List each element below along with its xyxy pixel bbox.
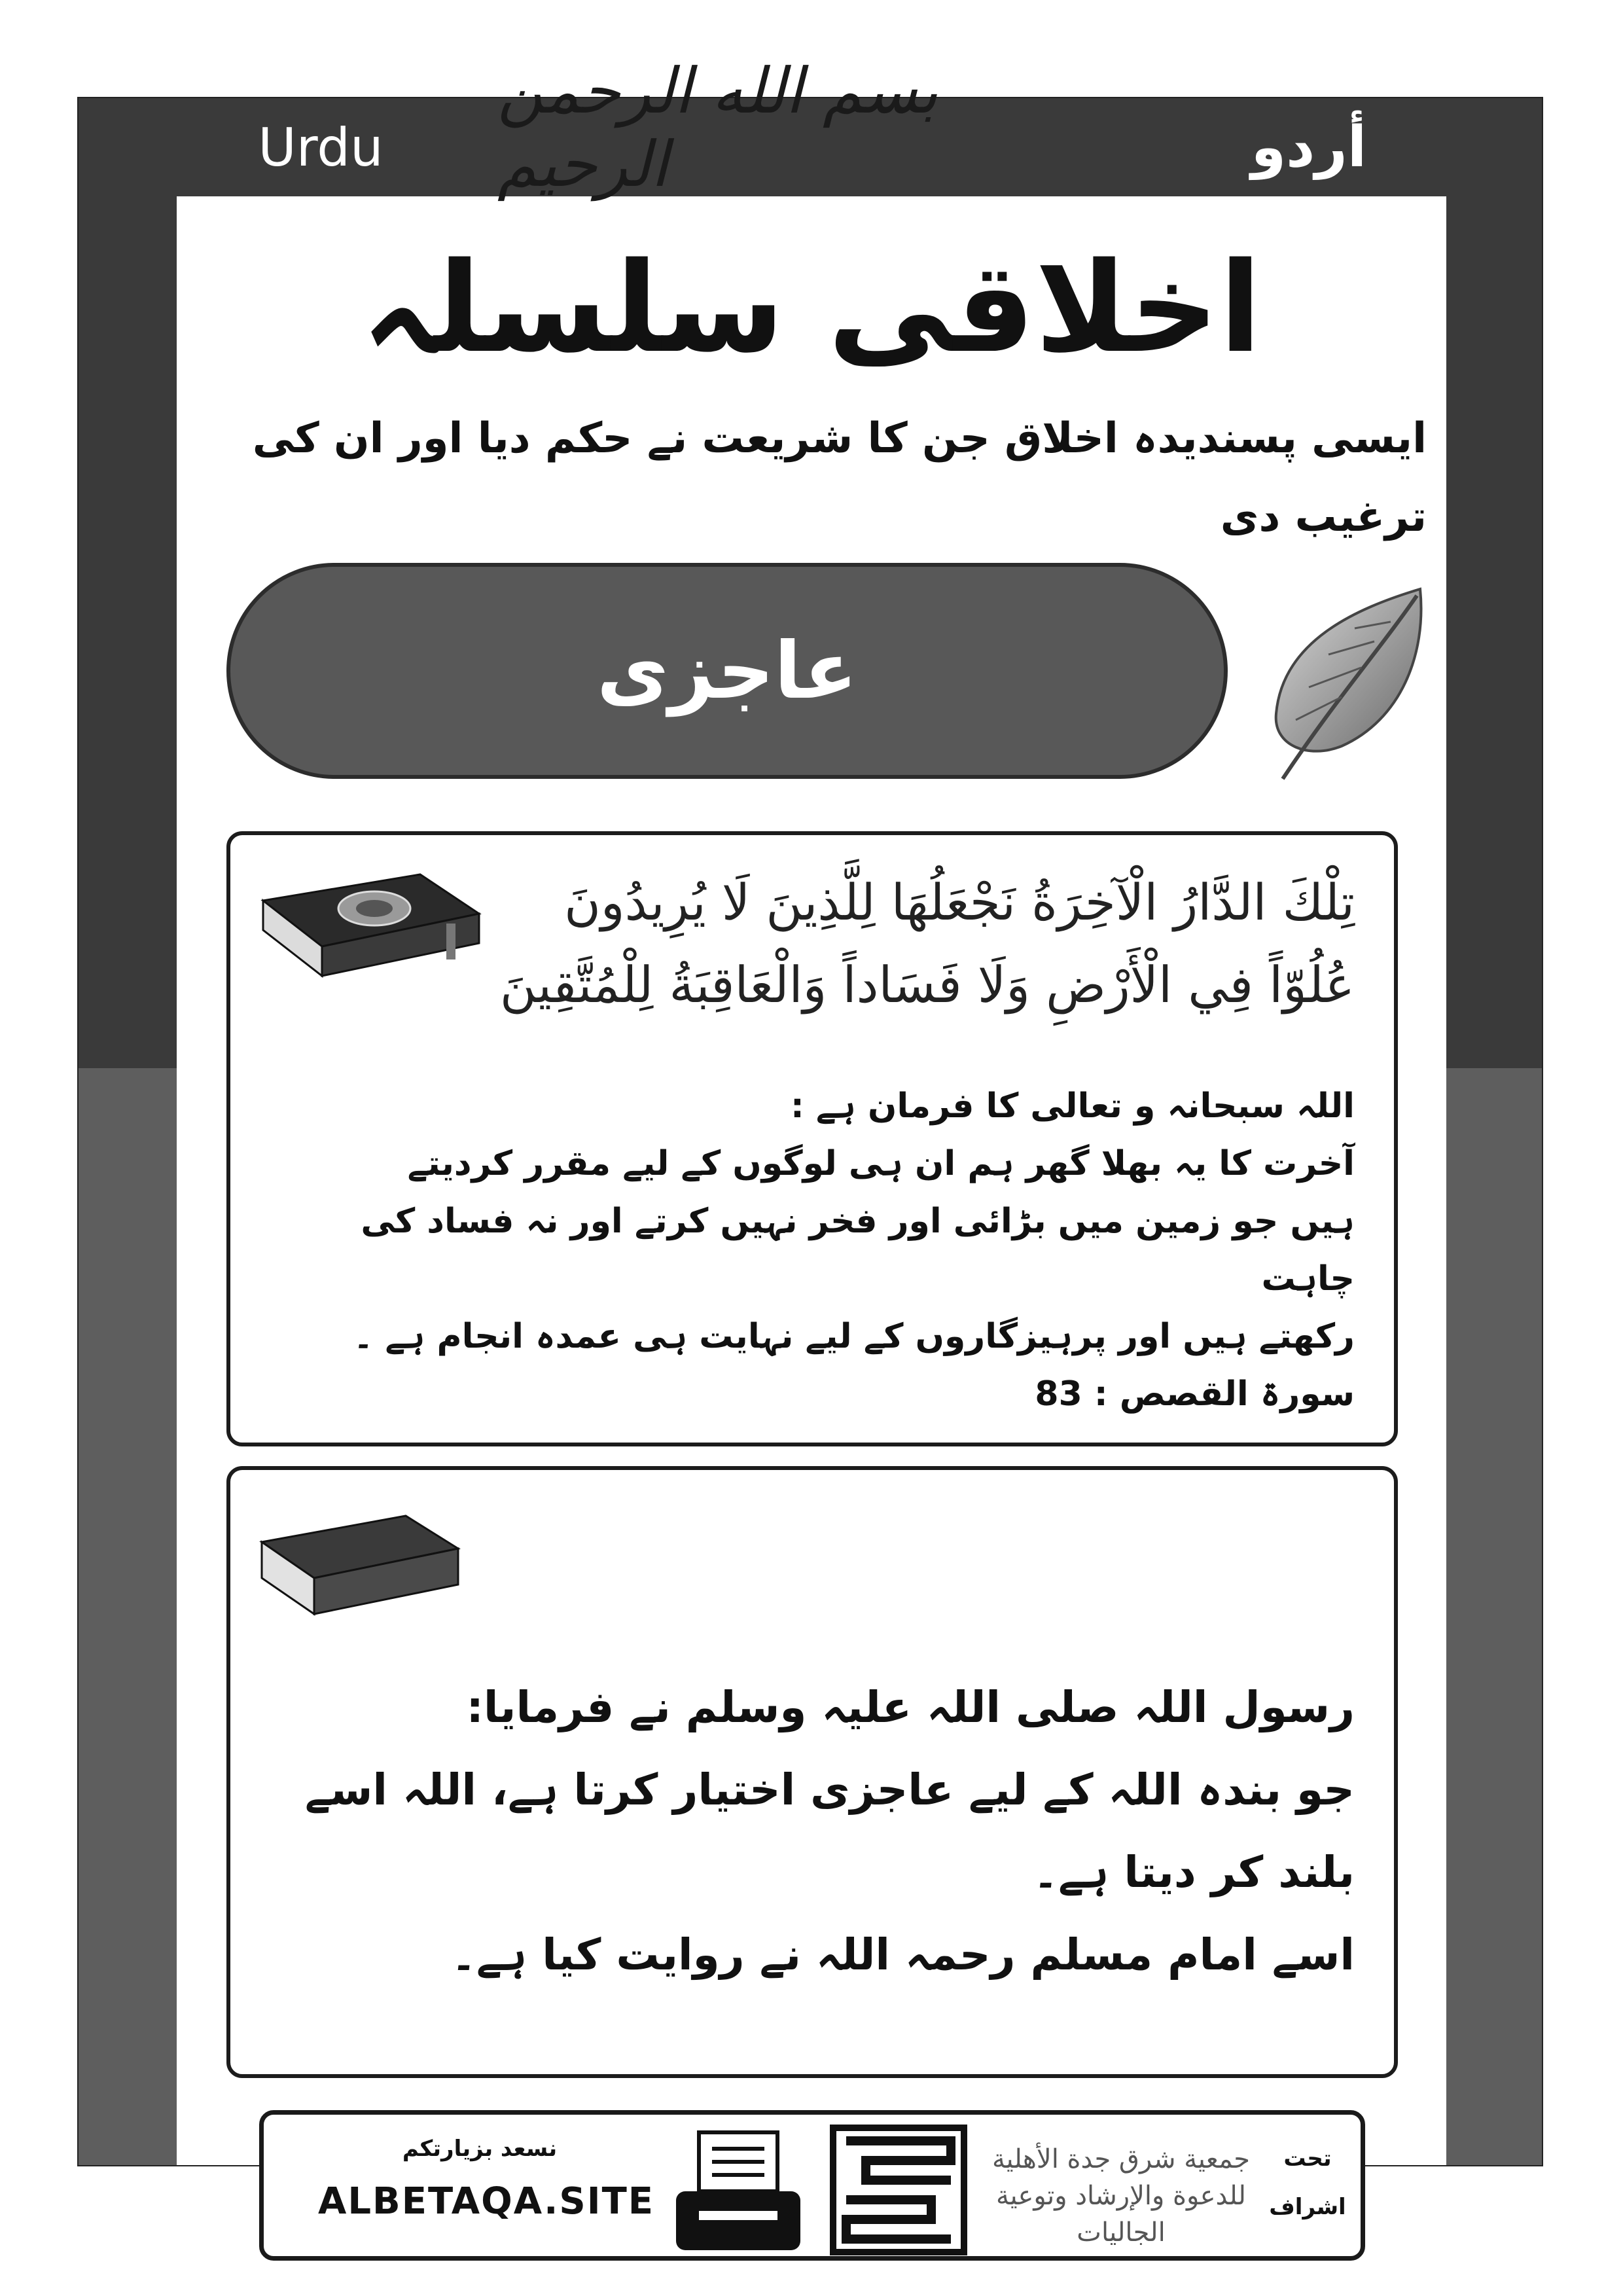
language-label-ur: أردو (1251, 115, 1367, 180)
printer-icon (673, 2129, 804, 2253)
basmala-text: بسم الله الرحمن الرحيم (497, 54, 938, 201)
topic-pill (226, 563, 1228, 779)
leaf-icon (1257, 583, 1440, 792)
hadith-text (281, 1666, 1355, 1996)
organization-logo (984, 2128, 1258, 2246)
hadith-book-icon (249, 1496, 465, 1627)
verse-reference: سورۃ القصص : 83 (1035, 1374, 1355, 1414)
basmala-calligraphy (497, 52, 1126, 203)
quran-verse-card (226, 831, 1398, 1446)
supervision-label (1265, 2134, 1350, 2231)
language-label-en: Urdu (258, 117, 383, 178)
hadith-line-2: جو بندہ اللہ کے لیے عاجزی اختیار کرتا ہے، اللہ اسے (304, 1765, 1355, 1815)
kufic-logo-icon (827, 2121, 971, 2259)
visit-text: نسعد بزيارتكم (402, 2136, 558, 2162)
quran-ayah (478, 861, 1355, 1026)
ayah-line-2: عُلُوّاً فِي الْأَرْضِ وَلَا فَسَاداً وَالْعَاقِبَةُ لِلْمُتَّقِينَ (499, 956, 1355, 1014)
topic-label: عاجزی (596, 625, 858, 717)
site-link[interactable]: ALBETAQA.SITE (317, 2180, 655, 2223)
hadith-line-3: بلند کر دیتا ہے۔ (1033, 1847, 1355, 1897)
org-tagline: للدعوة والإرشاد وتوعية الجاليات (996, 2181, 1246, 2248)
translation-line-2: ہیں جو زمین میں بڑائی اور فخر نہیں کرتے اور نہ فساد کی چاہت (361, 1202, 1355, 1299)
hadith-line-1: رسول اللہ صلی اللہ علیہ وسلم نے فرمایا: (466, 1682, 1355, 1732)
page-title: اخلاقی سلسلہ (361, 236, 1262, 380)
supervision-line-2: اشراف (1269, 2194, 1346, 2220)
dawah-logo (827, 2121, 971, 2259)
supervision-line-1: تحت (1283, 2145, 1332, 2172)
hadith-card (226, 1466, 1398, 2078)
verse-translation (281, 1077, 1355, 1423)
org-name: جمعية شرق جدة الأهلية (992, 2144, 1250, 2174)
translation-intro: اللہ سبحانہ و تعالی کا فرمان ہے : (791, 1086, 1355, 1126)
quran-book-icon (250, 861, 492, 992)
translation-line-3: رکھتے ہیں اور پرہیزگاروں کے لیے نہایت ہی عمدہ انجام ہے ۔ (353, 1317, 1355, 1356)
translation-line-1: آخرت کا یہ بھلا گھر ہم ان ہی لوگوں کے لیے مقرر کردیتے (407, 1144, 1355, 1183)
page-subtitle: ایسی پسندیدہ اخلاق جن کا شریعت نے حکم دیا اور ان کی ترغیب دی (252, 414, 1427, 541)
ayah-line-1: تِلْكَ الدَّارُ الْآخِرَةُ نَجْعَلُهَا لِلَّذِينَ لَا يُرِيدُونَ (564, 873, 1355, 931)
hadith-source: اسے امام مسلم رحمہ اللہ نے روایت کیا ہے۔ (451, 1929, 1355, 1980)
footer-bar (259, 2110, 1365, 2261)
